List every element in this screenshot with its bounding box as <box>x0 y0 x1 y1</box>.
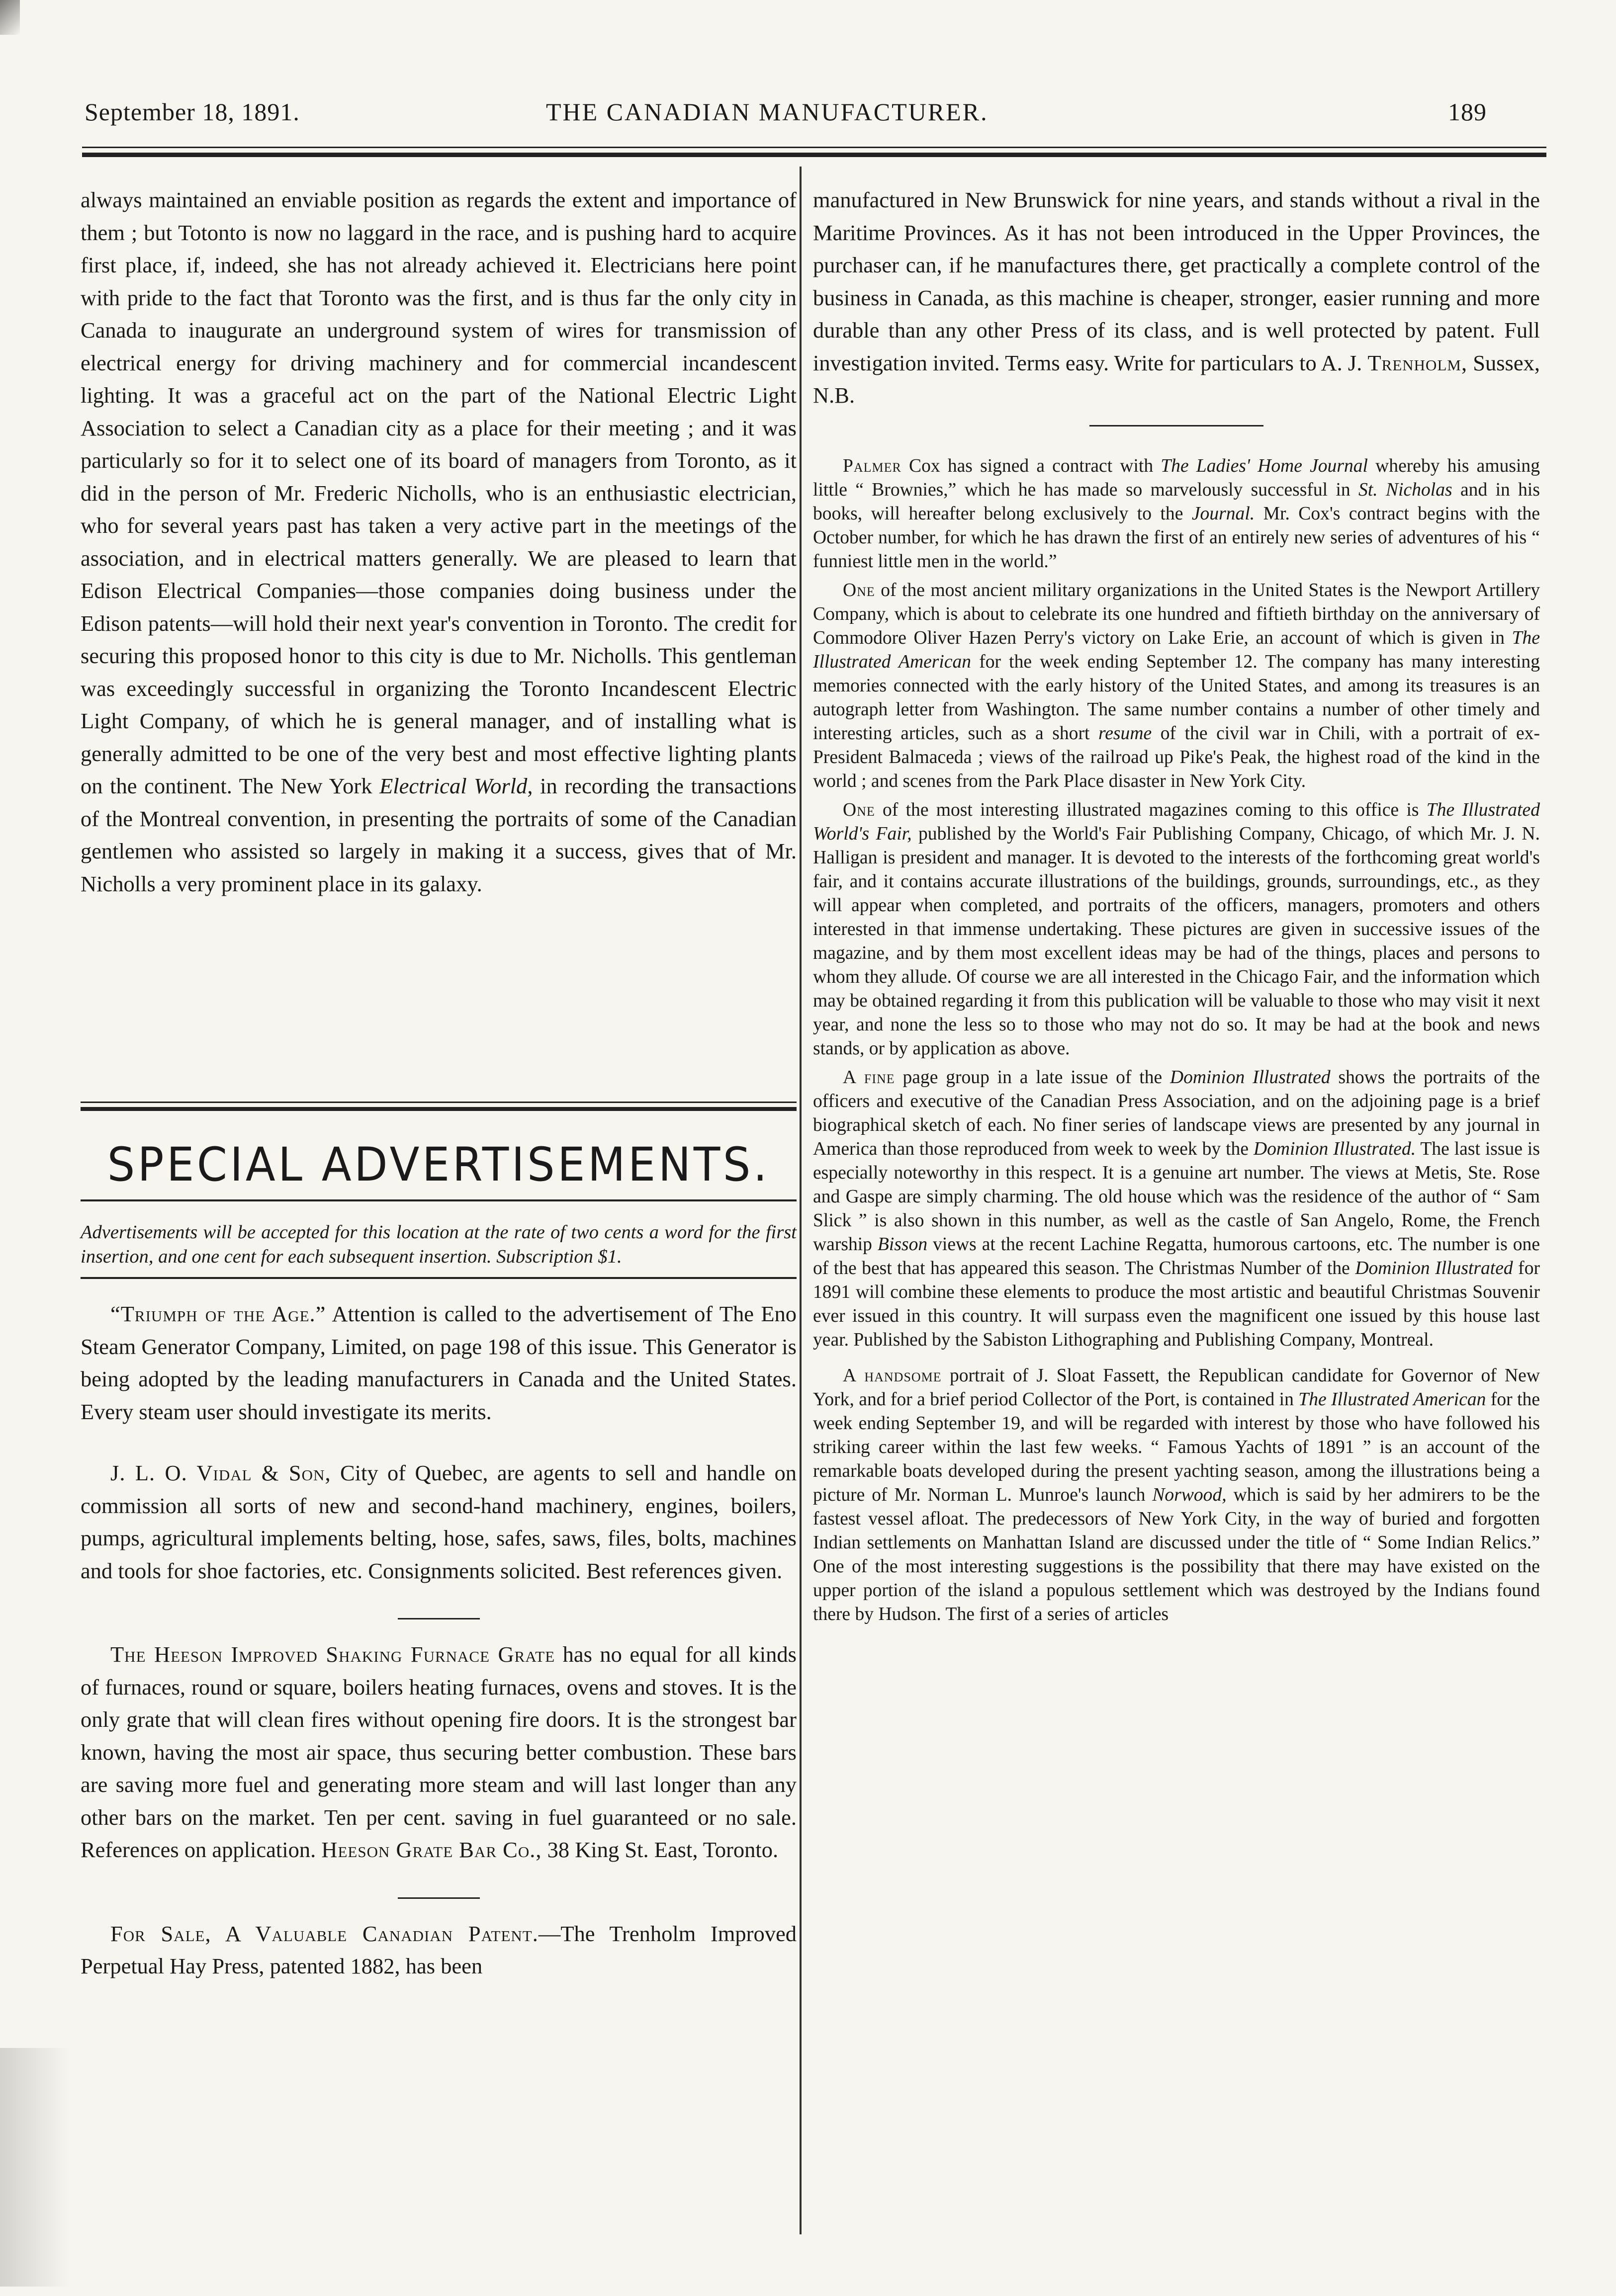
advertising-rate-note: Advertisements will be accepted for this location at the rate of two cents a word for the first insertion, and one cent for each subsequent insertion. Subscription $1. <box>81 1222 797 1267</box>
right-column <box>813 184 1540 1626</box>
note-text: Cox has signed a contract with <box>901 455 1161 476</box>
note-worlds-fair-magazine <box>813 798 1540 1061</box>
article-electric-light-paragraph <box>81 184 797 1098</box>
section-title-underline <box>81 1199 797 1201</box>
note-italic: Journal. <box>1191 503 1255 524</box>
ad-contact-name: Trenholm, <box>1367 350 1468 375</box>
ad-lead: The Heeson Improved Shaking Furnace Grate <box>110 1642 555 1667</box>
note-italic: Norwood, <box>1152 1484 1227 1505</box>
note-palmer-cox <box>813 454 1540 574</box>
section-rule-thick <box>81 1107 797 1111</box>
note-text: of the most ancient military organizations in the United States is the Newport Artillery Company, which is about to celebrate its one hundred and fiftieth birthday on the anniversary of Commodore Oliver Hazen Perry's victory on Lake Erie, an account of which is given in <box>813 580 1540 648</box>
note-lead: A handsome <box>843 1365 942 1386</box>
note-text: Mr. Cox's contract begins with the October number, for which he has drawn the first of an entirely new series of adventures of his “ funniest little men in the world.” <box>813 503 1540 572</box>
note-text: The last issue is especially noteworthy in this respect. It is a genuine art number. The views at Metis, Ste. Rose and Gaspe are simply charming. The old house which was the residence of the author of “ Sam Slick ” is also shown in this number, as well as the castle of San Angelo, Rome, the French warship <box>813 1138 1540 1255</box>
note-italic: The Illustrated American <box>813 627 1540 672</box>
note-italic: The Ladies' Home Journal <box>1161 455 1368 476</box>
advertisement-hay-press-continued <box>813 184 1540 412</box>
note-italic: resume <box>1098 723 1152 744</box>
note-lead: One <box>843 580 875 600</box>
ad-body: Attention is called to the advertisement of The Eno Steam Generator Company, Limited, on page 198 of this issue. This Generator is being adopted by the leading manufacturers in Canada and the United States. Every steam user should investigate its merits. <box>81 1301 797 1424</box>
note-lead: One <box>843 799 875 820</box>
header-page-number: 189 <box>1448 98 1487 126</box>
header-date: September 18, 1891. <box>85 98 300 126</box>
left-column <box>81 184 797 1983</box>
ad-contact-place: Sussex, N.B. <box>813 350 1540 408</box>
intro-text: always maintained an enviable position as regards the extent and importance of them ; but Totonto is now no laggard in the race, and is pushing hard to acquire first place, if, indeed, she has not already achieved it. Electricians here point with pride to the fact that Toronto was the first, and is thus far the only city in Canada to inaugurate an underground system of wires for transmission of electrical energy for driving machinery and for commercial incandescent lighting. It was a graceful act on the part of the National Electric Light Association to select a Canadian city as a place for their meeting ; and it was particularly so for it to select one of its board of managers from Toronto, as it did in the person of Mr. Frederic Nicholls, who is an enthusiastic electrician, who for several years past has taken a very active part in the meetings of the association, and in electrical matters generally. We are pleased to learn that Edison Electrical Companies—those companies doing business under the Edison patents—will hold their next year's convention in Toronto. The credit for securing this proposed honor to this city is due to Mr. Nicholls. This gentleman was exceedingly successful in organizing the Toronto Incandescent Electric Light Company, of which he is general manager, and of installing what is generally admitted to be one of the very best and most effective lighting plants on the continent. The New York <box>81 187 797 798</box>
note-text: and in his books, will hereafter belong exclusively to the <box>813 479 1540 524</box>
ad-body: City of Quebec, are agents to sell and handle on commission all sorts of new and second-hand machinery, engines, boilers, pumps, agricultural implements belting, hose, safes, saws, files, bolts, machines and tools for shoe factories, etc. Consignments solicited. Best references given. <box>81 1460 797 1583</box>
note-newport-artillery <box>813 579 1540 793</box>
note-text: views at the recent Lachine Regatta, humorous cartoons, etc. The number is one of the best that has appeared this season. The Christmas Number of the <box>813 1234 1540 1278</box>
note-lead: A fine <box>843 1067 895 1088</box>
note-text: which is said by her admirers to be the fastest vessel afloat. The predecessors of New York City, in the way of buried and forgotten Indian settlements on Manhattan Island are discussed under the title of “ Some Indian Relics.” One of the most interesting suggestions is the possibility that there may have existed on the upper portion of the island a populous settlement which was destroyed by the Indians found there by Hudson. The first of a series of articles <box>813 1484 1540 1624</box>
section-rule-thin <box>81 1102 797 1103</box>
note-dominion-illustrated <box>813 1066 1540 1352</box>
header-rule-thin <box>82 147 1546 148</box>
note-italic: Dominion Illustrated <box>1169 1067 1331 1088</box>
ad-continued-text: manufactured in New Brunswick for nine years, and stands without a rival in the Maritime Provinces. As it has not been introduced in the Upper Provinces, the purchaser can, if he manufactures there, get practically a complete control of the business in Canada, as this machine is cheaper, stronger, easier running and more durable than any other Press of its class, and is well protected by patent. Full investigation invited. Terms easy. Write for particulars to A. J. <box>813 187 1540 375</box>
ad-body: —The Trenholm Improved Perpetual Hay Press, patented 1882, has been <box>81 1921 797 1978</box>
header-rule-thick <box>82 153 1546 157</box>
ad-body: has no equal for all kinds of furnaces, round or square, boilers heating furnaces, ovens and stoves. It is the only grate that will clean fires without opening fire doors. It is the strongest bar known, having the most air space, thus securing better combustion. These bars are saving more fuel and generating more steam and will last longer than any other bars on the market. Ten per cent. saving in fuel guaranteed or no sale. References on application. <box>81 1642 797 1862</box>
ad-lead: For Sale, A Valuable Canadian Patent. <box>110 1921 539 1946</box>
column-divider <box>800 167 802 2234</box>
note-italic: St. Nicholas <box>1358 479 1452 500</box>
advertisement-eno-steam <box>81 1298 797 1428</box>
note-italic: The Illustrated World's Fair, <box>813 799 1540 844</box>
note-italic: Dominion Illustrated. <box>1253 1138 1416 1159</box>
intro-tail-text: , in recording the transactions of the Montreal convention, in presenting the portraits of some of the Canadian gentlemen who assisted so largely in making it a success, gives that of Mr. Nicholls a very prominent place in its galaxy. <box>81 773 797 896</box>
note-sloat-fassett <box>813 1364 1540 1626</box>
intro-italic-title: Electrical World <box>379 773 528 798</box>
advertisement-heeson-grate <box>81 1638 797 1867</box>
note-text: published by the World's Fair Publishing Company, Chicago, of which Mr. J. N. Halligan is president and manager. It is devoted to the interests of the forthcoming great world's fair, and it contains accurate illustrations of the buildings, grounds, surroundings, etc., as they will appear when completed, and portraits of the officers, managers, promoters and others interested in that immense undertaking. These pictures are given in successive issues of the magazine, and by them most excellent ideas may be had of the things, places and persons to whom they allude. Of course we are all interested in the Chicago Fair, and the information which may be obtained regarding it from this publication will be valuable to those who may visit it next year, and none the less so to those who may not do so. It may be had at the book and news stands, or by application as above. <box>813 823 1540 1059</box>
ad-lead: J. L. O. Vidal & Son, <box>110 1460 331 1485</box>
note-italic: The Illustrated American <box>1298 1389 1486 1410</box>
note-text: shows the portraits of the officers and executive of the Canadian Press Association, and on the adjoining page is a brief biographical sketch of each. No finer series of landscape views are presented by any journal in America than those reproduced from week to week by the <box>813 1067 1540 1159</box>
page-smudge <box>0 2048 70 2287</box>
advertisement-hay-press <box>81 1918 797 1983</box>
note-text: for the week ending September 19, and will be regarded with interest by those who have followed his striking career within the last few weeks. “ Famous Yachts of 1891 ” is an account of the remarkable boats developed during the present yachting season, among the illustrations being a picture of Mr. Norman L. Munroe's launch <box>813 1389 1540 1505</box>
note-lead: Palmer <box>843 455 901 476</box>
paragraph-gap <box>813 1352 1540 1364</box>
page-edge-mark <box>0 0 20 35</box>
right-separator-rule <box>1089 425 1263 426</box>
rate-note-rule <box>81 1277 797 1279</box>
ad-company: Heeson Grate Bar Co., <box>321 1837 542 1862</box>
note-italic: Bisson <box>877 1234 928 1255</box>
advertisement-separator <box>398 1618 480 1619</box>
note-text: of the most interesting illustrated magazines coming to this office is <box>875 799 1427 820</box>
note-text: of the civil war in Chili, with a portrait of ex-President Balmaceda ; views of the railroad up Pike's Peak, the highest road of the kind in the world ; and scenes from the Park Place disaster in New York City. <box>813 723 1540 791</box>
advertisement-vidal <box>81 1457 797 1587</box>
header-title: THE CANADIAN MANUFACTURER. <box>546 98 988 126</box>
ad-address: 38 King St. East, Toronto. <box>541 1837 779 1862</box>
note-text: for 1891 will combine these elements to produce the most artistic and beautiful Christmas Souvenir ever issued in this country. It will surpass even the magnificent one issued by this house last year. Published by the Sabiston Lithographing and Publishing Company, Montreal. <box>813 1258 1540 1350</box>
section-title: SPECIAL ADVERTISEMENTS. <box>107 1138 770 1192</box>
note-text: for the week ending September 12. The company has many interesting memories connected with the early history of the United States, and among its treasures is an autograph letter from Washington. The same number contains a number of other timely and interesting articles, such as a short <box>813 651 1540 744</box>
ad-lead: “Triumph of the Age.” <box>110 1301 326 1326</box>
note-text: whereby his amusing little “ Brownies,” which he has made so marvelously successful in <box>813 455 1540 500</box>
note-text: portrait of J. Sloat Fassett, the Republican candidate for Governor of New York, and for a brief period Collector of the Port, is contained in <box>813 1365 1540 1410</box>
note-italic: Dominion Illustrated <box>1355 1258 1513 1278</box>
note-text: page group in a late issue of the <box>895 1067 1170 1088</box>
advertisement-separator <box>398 1897 480 1899</box>
